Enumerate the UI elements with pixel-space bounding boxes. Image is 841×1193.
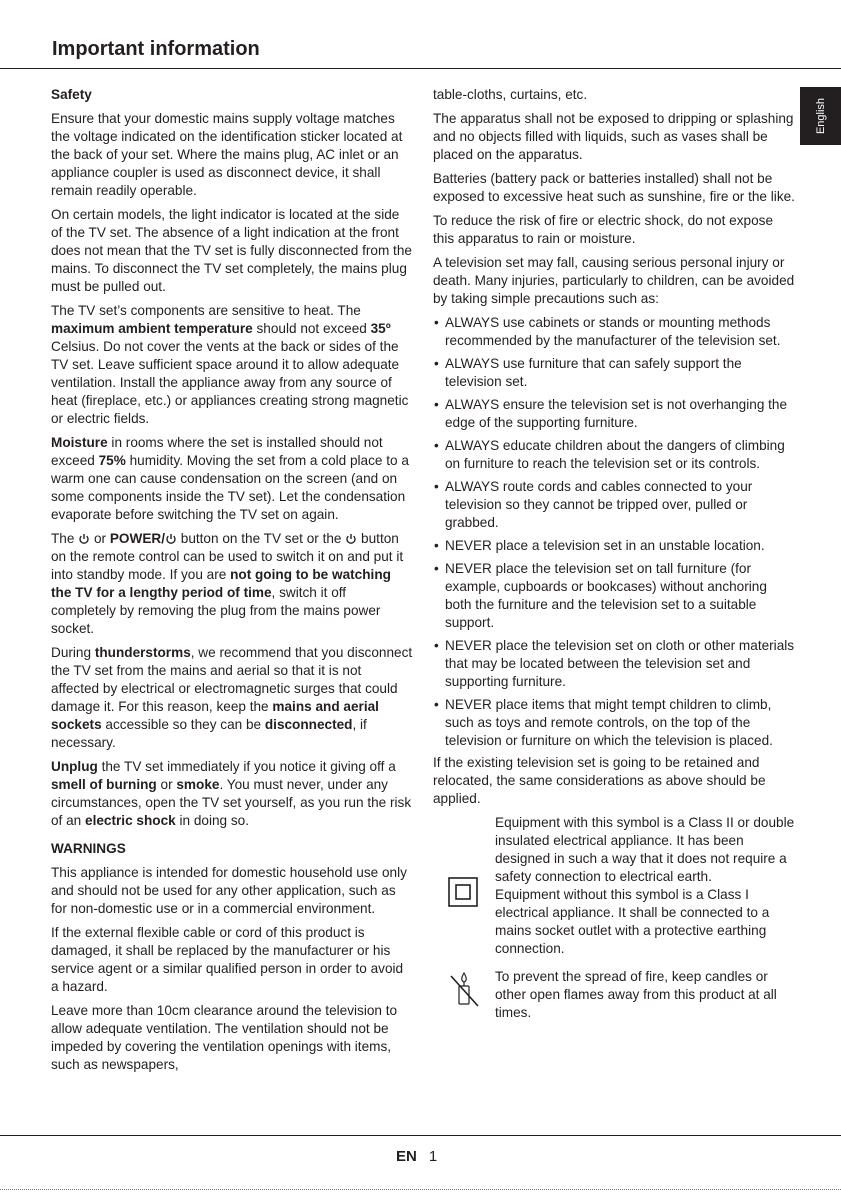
- candle-warning-text: To prevent the spread of fire, keep candles or other open flames away from this product at all times.: [495, 969, 777, 1020]
- no-candle-icon: [447, 970, 481, 1008]
- power-icon: [165, 533, 177, 545]
- paragraph-dripping: The apparatus shall not be exposed to dripping or splashing and no objects filled with liquids, such as vases shall be placed on the apparatus.: [433, 111, 794, 162]
- paragraph-batteries: Batteries (battery pack or batteries installed) shall not be exposed to excessive heat such as sunshine, fire or the like.: [433, 171, 795, 204]
- left-column: [51, 86, 413, 1080]
- paragraph-tip-over: A television set may fall, causing serious personal injury or death. Many injuries, particularly to children, can be avoided by taking simple precautions such as:: [433, 255, 795, 306]
- paragraph-cable: If the external flexible cable or cord of this product is damaged, it shall be replaced by the manufacturer or his service agent or a similar qualified person in order to avoid a hazard.: [51, 925, 404, 994]
- paragraph-heat: The TV set’s components are sensitive to heat. The maximum ambient temperature should not exceed 35º Celsius. Do not cover the vents at the back or sides of the TV set. Leave sufficient space around it to allow adequate ventilation. Install the appliance away from any source of heat (fireplace, etc.) or appliances creating strong magnetic or electric fields.: [51, 303, 409, 426]
- class-ii-text: Equipment with this symbol is a Class II or double insulated electrical appliance. It has been designed in such a way that it does not require a safety connection to electrical earth.: [495, 815, 795, 884]
- warnings-heading: WARNINGS: [51, 841, 126, 856]
- paragraph-voltage: Ensure that your domestic mains supply voltage matches the voltage indicated on the identification sticker located at the back of your set. Where the mains plug, AC inlet or an appliance coupler is used as disconnect device, it shall remain readily operable.: [51, 111, 403, 198]
- power-icon: [78, 533, 90, 545]
- paragraph-relocation: If the existing television set is going to be retained and relocated, the same considerations as above should be applied.: [433, 755, 766, 806]
- page-footer: [396, 1148, 437, 1165]
- right-column: [433, 86, 795, 1028]
- list-item: • ALWAYS ensure the television set is not overhanging the edge of the supporting furniture.: [433, 396, 795, 432]
- paragraph-thunderstorms: During thunderstorms, we recommend that you disconnect the TV set from the mains and aerial so that it is not affected by electrical or electromagnetic surges that could damage it. For this reason, keep the mains and aerial sockets accessible so they can be disconnected, if necessary.: [51, 645, 413, 750]
- precautions-list: [433, 314, 795, 750]
- language-tab-label: English: [814, 97, 827, 135]
- paragraph-power: The or POWER/ button on the TV set or the button on the remote control can be used to switch it on and put it into standby mode. If you are not going to be watching the TV for a lengthy period of time, switch it off completely by removing the plug from the mains power socket.: [51, 531, 404, 636]
- safety-heading: Safety: [51, 87, 92, 102]
- class-i-text: Equipment without this symbol is a Class I electrical appliance. It shall be connected to a mains socket outlet with a protective earthing connection.: [495, 887, 770, 956]
- list-item: • ALWAYS route cords and cables connected to your television so they cannot be tripped over, pulled or grabbed.: [433, 478, 795, 532]
- power-icon: [345, 533, 357, 545]
- class-ii-section: [433, 814, 795, 958]
- list-item: • NEVER place the television set on cloth or other materials that may be located between the television set and supporting furniture.: [433, 637, 795, 691]
- page-number: 1: [428, 1148, 438, 1165]
- paragraph-rain: To reduce the risk of fire or electric shock, do not expose this apparatus to rain or moisture.: [433, 213, 774, 246]
- list-item: • NEVER place items that might tempt children to climb, such as toys and remote controls, on the top of the television or furniture on which the television is placed.: [433, 696, 795, 750]
- paragraph-domestic-use: This appliance is intended for domestic household use only and should not be used for any other application, such as for non-domestic use or in a commercial environment.: [51, 865, 407, 916]
- footer-divider: [0, 1135, 841, 1136]
- list-item: • NEVER place the television set on tall furniture (for example, cupboards or bookcases) without anchoring both the furniture and the television set to a suitable support.: [433, 560, 795, 632]
- paragraph-ventilation: Leave more than 10cm clearance around the television to allow adequate ventilation. The ventilation should not be impeded by covering the ventilation openings with items, such as newspapers,: [51, 1003, 398, 1072]
- list-item: • ALWAYS use furniture that can safely support the television set.: [433, 355, 795, 391]
- footer-language-code: EN: [396, 1148, 417, 1165]
- list-item: • ALWAYS use cabinets or stands or mounting methods recommended by the manufacturer of the television set.: [433, 314, 795, 350]
- paragraph-unplug: Unplug the TV set immediately if you notice it giving off a smell of burning or smoke. You must never, under any circumstances, open the TV set yourself, as you run the risk of an electric shock in doing so.: [51, 759, 412, 828]
- page-title: Important information: [52, 38, 260, 60]
- language-tab: [800, 87, 841, 145]
- class-ii-double-square-icon: [447, 876, 479, 908]
- trim-line: [0, 1189, 841, 1190]
- header-divider: [0, 68, 841, 69]
- paragraph-moisture: Moisture in rooms where the set is installed should not exceed 75% humidity. Moving the set from a cold place to a warm one can cause condensation on the screen (and on some components inside the TV set). Let the condensation evaporate before switching the TV set on again.: [51, 435, 409, 522]
- paragraph-light-indicator: On certain models, the light indicator is located at the side of the TV set. The absence of a light indication at the front does not mean that the TV set is fully disconnected from the mains. To disconnect the TV set completely, the mains plug must be pulled out.: [51, 207, 412, 294]
- list-item: • ALWAYS educate children about the dangers of climbing on furniture to reach the television set or its controls.: [433, 437, 795, 473]
- candle-warning-section: [433, 968, 795, 1022]
- list-item: • NEVER place a television set in an unstable location.: [433, 537, 795, 555]
- paragraph-continued: table-cloths, curtains, etc.: [433, 87, 588, 102]
